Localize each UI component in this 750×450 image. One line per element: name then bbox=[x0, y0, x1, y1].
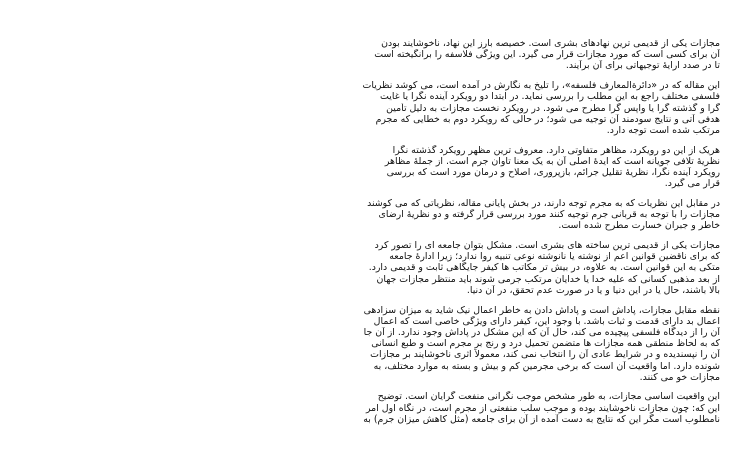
text-line: آن را از دیدگاه فلسفی پیچیده می کند، حال آن که این مشکل در پاداش وجود ندارد. از آن جا bbox=[363, 326, 720, 338]
text-line: بالا باشند، حال یا در این دنیا و یا در صورت عدم تحقق، در آن دنیا. bbox=[466, 284, 720, 296]
text-line: شونده دارد. اما واقعیت آن است که برخی مجرمین کم و بیش و بسته به موارد مختلف، به bbox=[373, 360, 720, 372]
text-line: متکی به این قوانین است. به علاوه، در بیش تر مکاتب ها کیفر جایگاهی ثابت و قدیمی دارد. bbox=[368, 262, 720, 274]
text-line: در مقابل این نظریات که به مجرم توجه دارند، در بخش پایانی مقاله، نظریاتی که می کوشند bbox=[367, 197, 720, 209]
paragraph-1 bbox=[84, 38, 720, 72]
text-line: از بعد مذهبی کسانی که علیه خدا یا خدایان مرتکب جرمی شوند باید منتظر مجازات جهان bbox=[376, 273, 720, 285]
text-line: فلسفی مختلف راجع به این مطلب را بررسی نماید. در ابتدا دو رویکرد آینده نگرا یا غایت bbox=[380, 91, 720, 103]
text-line: نظریهٔ تلافی جویانه است که ایدهٔ اصلی آن به یک معنا تاوان جرم است. از جملهٔ مظاهر bbox=[384, 155, 720, 167]
text-line: که برای ناقضین قوانین اعم از نوشته یا نانوشته نوعی تنبیه روا ندارد؛ زیرا ادارهٔ جامعه bbox=[389, 251, 720, 263]
text-line: این مقاله که در «دائرةالمعارف فلسفه»، را تلیخ به نگارش در آمده است، می کوشد نظریات bbox=[362, 80, 720, 92]
document-page bbox=[84, 38, 720, 448]
text-line: هریک از این دو رویکرد، مظاهر متفاوتی دارد. معروف ترین مظهر رویکرد گذشته نگرا bbox=[392, 144, 720, 156]
paragraph-3 bbox=[84, 145, 720, 190]
text-line: خاطر و جبران خسارت مطرح شده است. bbox=[558, 220, 720, 232]
text-line: اعمال بد دارای قدمت و ثبات باشد. با وجود این، کیفر دارای ویژگی خاصی است که اعمال bbox=[373, 315, 720, 327]
paragraph-7 bbox=[84, 391, 720, 425]
text-line: مجازات یکی از قدیمی ترین نهادهای بشری است. خصیصه بارز این نهاد، ناخوشایند بودن bbox=[381, 38, 720, 49]
text-line: که به لحاظ منطقی همه مجازات ها متضمن تحمیل درد و رنج بر مجرم است و طبع انسانی bbox=[371, 338, 720, 350]
paragraph-2 bbox=[84, 80, 720, 136]
text-line: نقطه مقابل مجازات، پاداش است و پاداش دادن به خاطر اعمال نیک شاید به میزان سزادهی bbox=[363, 304, 720, 316]
text-line: مرتکب شده است توجه دارد. bbox=[606, 124, 720, 136]
text-line: مجازات خو می کنند. bbox=[639, 371, 720, 383]
paragraph-4 bbox=[84, 198, 720, 232]
paragraph-6 bbox=[84, 305, 720, 383]
text-line: گرا و گذشته گرا یا واپس گرا مطرح می شود. در رویکرد نخست مجازات به دلیل تأمین bbox=[386, 102, 720, 114]
text-line: نامطلوب است مگر این که نتایج به دست آمده از آن برای جامعه (مثل کاهش میزان جرم) به bbox=[363, 413, 720, 425]
text-line: قرار می گیرد. bbox=[664, 178, 720, 190]
text-line: هدفی آتی و نتایج سودمند آن توجیه می شود؛ در حالی که رویکرد دوم به خطایی که مجرم bbox=[375, 113, 720, 125]
text-line: این که: چون مجازات ناخوشایند بوده و موجب سلب منفعتی از مجرم است، در نگاه اول امر bbox=[366, 402, 720, 414]
text-line: مجازات یکی از قدیمی ترین ساخته های بشری است. مشکل بتوان جامعه ای را تصور کرد bbox=[374, 240, 720, 252]
text-line: تا در صدد ارایهٔ توجیهاتی برای آن برآیند. bbox=[565, 60, 720, 72]
text-line: رویکرد آینده نگرا، نظریهٔ تقلیل جرائم، بازپروری، اصلاح و درمان مورد است که بررسی bbox=[386, 167, 720, 179]
text-line: آن را نپسندیده و در شرایط عادی آن را انتخاب نمی کند، معمولاً اثری ناخوشایند بر مجازات bbox=[370, 349, 720, 361]
paragraph-5 bbox=[84, 240, 720, 296]
text-line: این واقعیت اساسی مجازات، به طور مشخص موجب نگرانی منفعت گرایان است. توضیح bbox=[377, 391, 720, 403]
text-line: آن برای کسی است که مورد مجازات قرار می گیرد. این ویژگی فلاسفه را برانگیخته است bbox=[374, 49, 720, 61]
text-line: مجازات را با توجه به قربانی جرم توجیه کنند مورد بررسی قرار گرفته و دو نظریهٔ ارضای bbox=[378, 209, 720, 221]
